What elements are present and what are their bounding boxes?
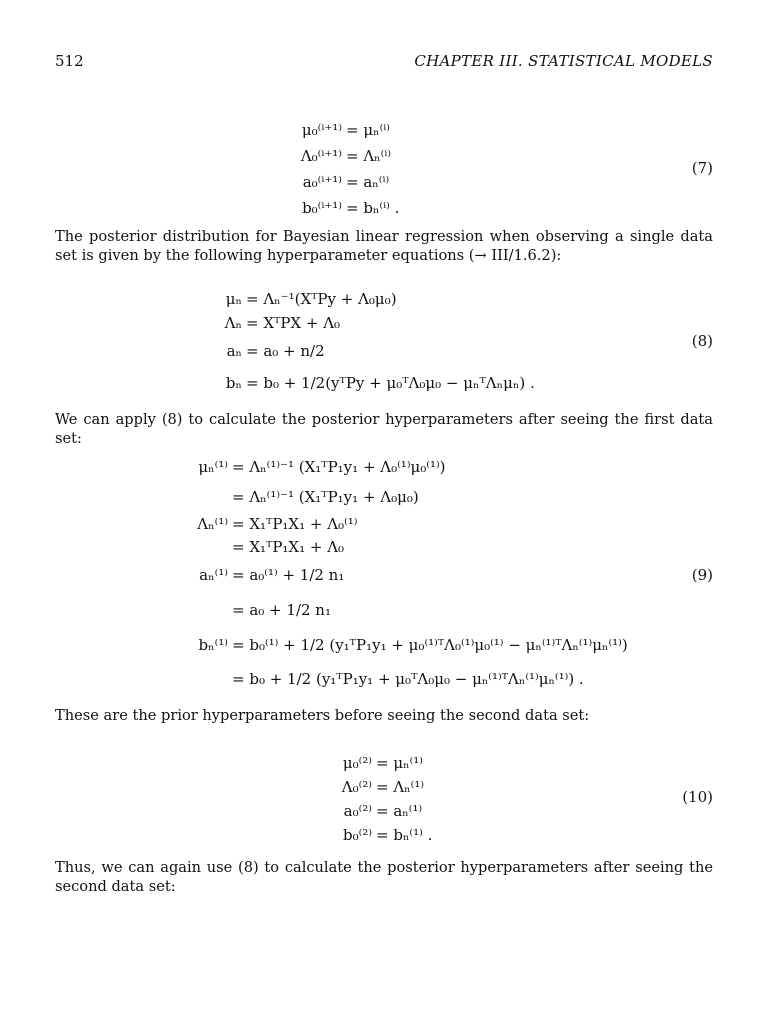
eq10-row1-rhs: = μₙ⁽¹⁾ [376,754,423,772]
chapter-title: CHAPTER III. STATISTICAL MODELS [414,52,713,70]
eq9-row5-lhs: aₙ⁽¹⁾ [199,566,228,584]
eq8-row3-lhs: aₙ [226,342,242,360]
eq9-row5-rhs: = a₀⁽¹⁾ + 1/2 n₁ [232,566,345,584]
eq7-row1-lhs: μ₀⁽ⁱ⁺¹⁾ [301,121,342,139]
eq7-row3-rhs: = aₙ⁽ⁱ⁾ [346,173,390,191]
eq7-row3-lhs: a₀⁽ⁱ⁺¹⁾ [302,173,342,191]
paragraph-3: These are the prior hyperparameters before seeing the second data set: [55,707,590,724]
eq9-row3-lhs: Λₙ⁽¹⁾ [197,515,228,533]
eq9-row1-rhs: = Λₙ⁽¹⁾⁻¹ (X₁ᵀP₁y₁ + Λ₀⁽¹⁾μ₀⁽¹⁾) [232,458,446,476]
eq9-row6-rhs: = a₀ + 1/2 n₁ [232,601,331,619]
eq8-row2-rhs: = XᵀPX + Λ₀ [246,314,341,332]
eq8-row4-lhs: bₙ [225,374,242,392]
equation-number-7: (7) [691,159,713,177]
eq9-row2-rhs: = Λₙ⁽¹⁾⁻¹ (X₁ᵀP₁y₁ + Λ₀μ₀) [232,488,419,506]
eq8-row4-rhs: = b₀ + 1/2(yᵀPy + μ₀ᵀΛ₀μ₀ − μₙᵀΛₙμₙ) . [246,374,535,392]
eq10-row3-rhs: = aₙ⁽¹⁾ [376,802,423,820]
eq8-row3-rhs: = a₀ + n/2 [246,342,325,360]
eq8-row1-rhs: = Λₙ⁻¹(XᵀPy + Λ₀μ₀) [246,290,397,308]
eq10-row2-rhs: = Λₙ⁽¹⁾ [376,778,425,796]
eq9-row3-rhs: = X₁ᵀP₁X₁ + Λ₀⁽¹⁾ [232,515,358,533]
eq9-row8-rhs: = b₀ + 1/2 (y₁ᵀP₁y₁ + μ₀ᵀΛ₀μ₀ − μₙ⁽¹⁾ᵀΛₙ⁽¹⁾μₙ⁽¹⁾) . [232,670,584,688]
eq7-row4-rhs: = bₙ⁽ⁱ⁾ . [346,199,400,217]
eq7-row2-lhs: Λ₀⁽ⁱ⁺¹⁾ [300,147,342,165]
paragraph-2: We can apply (8) to calculate the posterior hyperparameters after seeing the first data set: [55,411,713,447]
eq10-row4-rhs: = bₙ⁽¹⁾ . [376,826,433,844]
eq9-row4-rhs: = X₁ᵀP₁X₁ + Λ₀ [232,538,345,556]
equation-number-8: (8) [691,332,713,350]
equation-10 [0,750,768,850]
equation-8 [0,286,768,402]
eq9-row7-lhs: bₙ⁽¹⁾ [198,636,228,654]
paragraph-4: Thus, we can again use (8) to calculate the posterior hyperparameters after seeing the second data set: [55,859,713,895]
eq8-row2-lhs: Λₙ [224,314,242,332]
equation-number-9: (9) [691,566,713,584]
paragraph-1: The posterior distribution for Bayesian linear regression when observing a single data set is given by the following hyperparameter equations (→ III/1.6.2): [55,228,713,264]
equation-number-10: (10) [682,788,713,806]
eq10-row2-lhs: Λ₀⁽²⁾ [341,778,372,796]
eq10-row3-lhs: a₀⁽²⁾ [343,802,372,820]
eq7-row1-rhs: = μₙ⁽ⁱ⁾ [346,121,390,139]
eq8-row1-lhs: μₙ [225,290,242,308]
eq9-row7-rhs: = b₀⁽¹⁾ + 1/2 (y₁ᵀP₁y₁ + μ₀⁽¹⁾ᵀΛ₀⁽¹⁾μ₀⁽¹⁾ − μₙ⁽¹⁾ᵀΛₙ⁽¹⁾μₙ⁽¹⁾) [232,636,628,654]
eq10-row4-lhs: b₀⁽²⁾ [343,826,372,844]
eq7-row4-lhs: b₀⁽ⁱ⁺¹⁾ [302,199,342,217]
equation-9 [0,454,768,694]
eq7-row2-rhs: = Λₙ⁽ⁱ⁾ [346,147,392,165]
eq10-row1-lhs: μ₀⁽²⁾ [342,754,372,772]
page-number: 512 [55,52,84,70]
equation-7 [0,117,768,221]
eq9-row1-lhs: μₙ⁽¹⁾ [198,458,228,476]
